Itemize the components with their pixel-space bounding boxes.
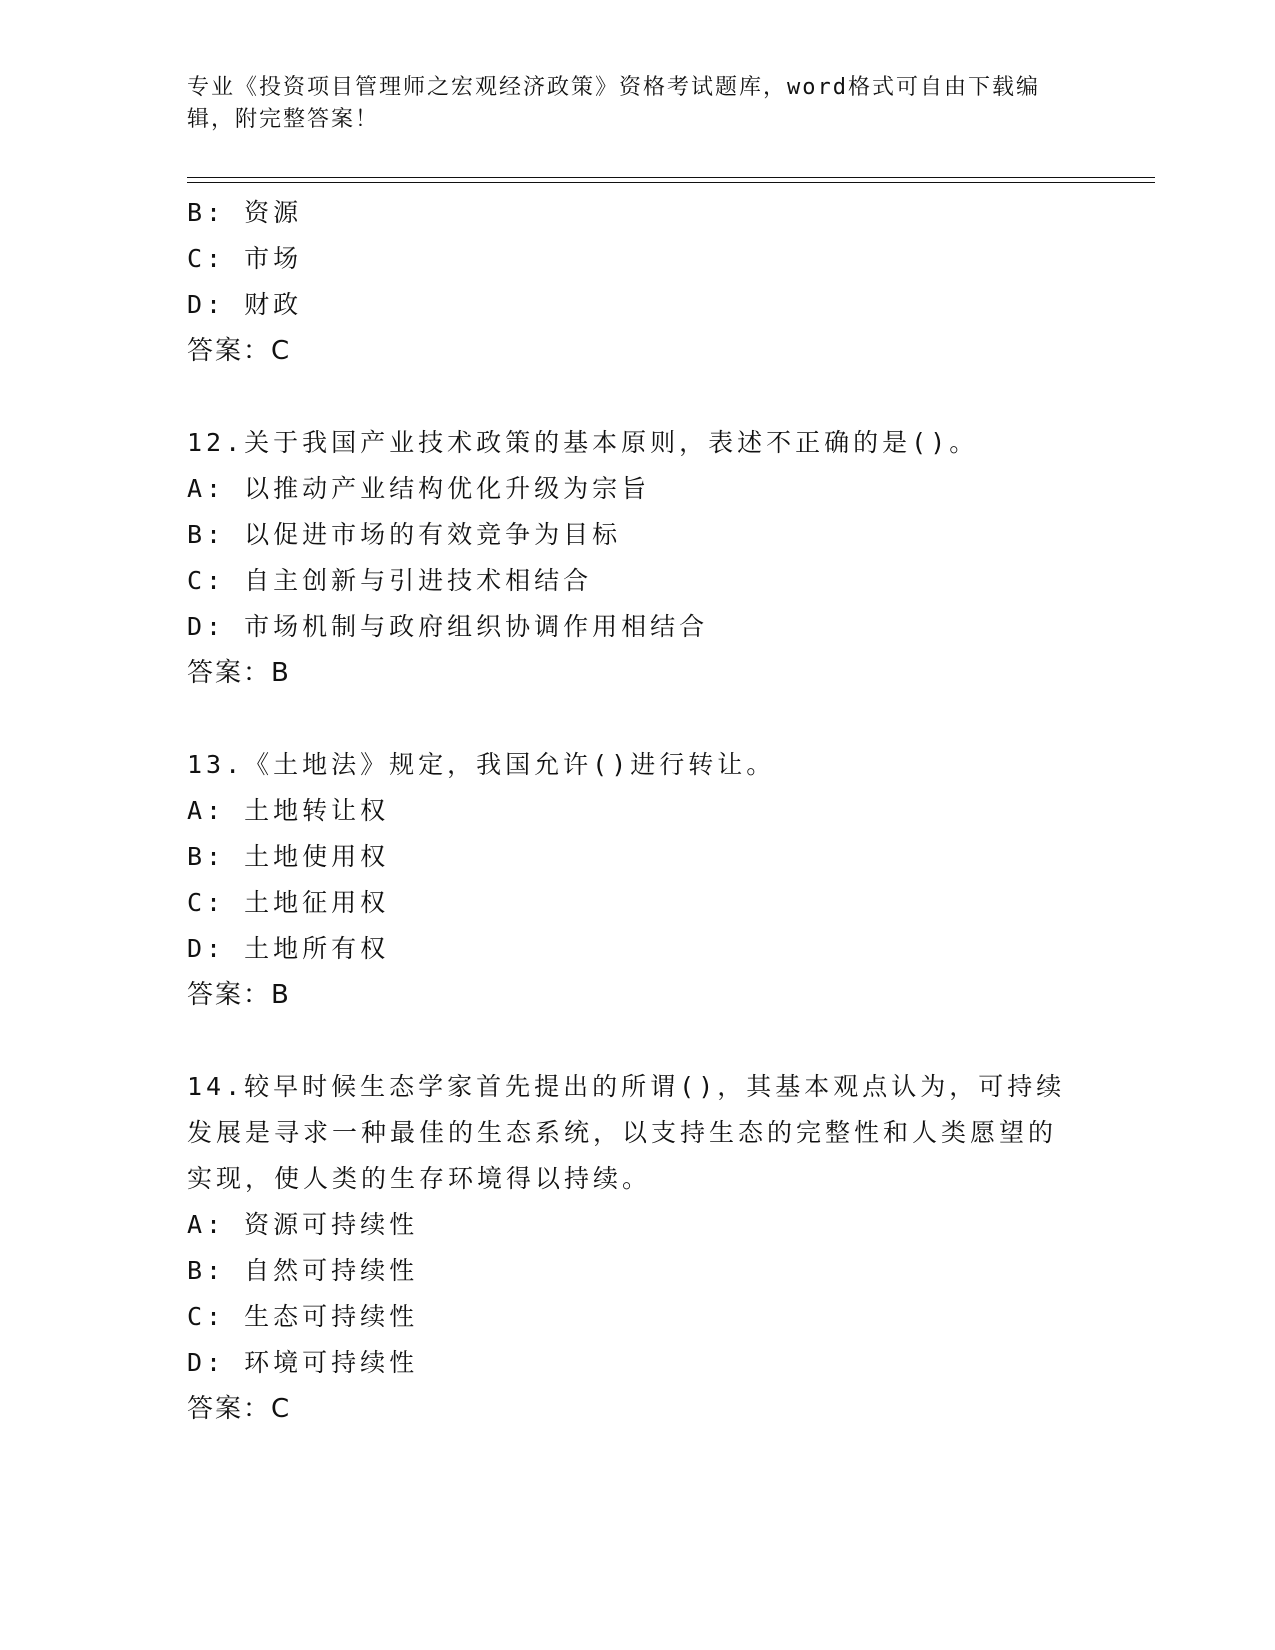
header-divider-bottom	[187, 182, 1155, 183]
option-d: D: 市场机制与政府组织协调作用相结合	[187, 612, 709, 641]
answer-text: 答案：B	[187, 980, 291, 1010]
spacer	[187, 374, 1087, 420]
spacer	[187, 1018, 1087, 1064]
option-c: C: 自主创新与引进技术相结合	[187, 566, 593, 595]
option-d: D: 环境可持续性	[187, 1348, 419, 1377]
option-c: C: 生态可持续性	[187, 1302, 419, 1331]
answer-text: 答案：C	[187, 336, 292, 366]
option-d: D: 财政	[187, 290, 303, 319]
option-b: B: 土地使用权	[187, 842, 390, 871]
option-a: A: 资源可持续性	[187, 1210, 419, 1239]
question-block-12	[187, 420, 1087, 696]
option-c: C: 土地征用权	[187, 888, 390, 917]
header-divider-top	[187, 177, 1155, 178]
option-b: B: 自然可持续性	[187, 1256, 419, 1285]
question-block-13	[187, 742, 1087, 1018]
answer-text: 答案：C	[187, 1394, 292, 1424]
option-d: D: 土地所有权	[187, 934, 390, 963]
option-a: A: 土地转让权	[187, 796, 390, 825]
question-text: 13.《土地法》规定，我国允许()进行转让。	[187, 750, 776, 779]
question-block-11	[187, 190, 1087, 374]
answer-text: 答案：B	[187, 658, 291, 688]
option-b: B: 资源	[187, 198, 303, 227]
question-block-14	[187, 1064, 1087, 1432]
question-text: 14.较早时候生态学家首先提出的所谓()，其基本观点认为，可持续发展是寻求一种最佳的生态系统，以支持生态的完整性和人类愿望的实现，使人类的生存环境得以持续。	[187, 1072, 1066, 1193]
option-c: C: 市场	[187, 244, 303, 273]
question-list	[187, 190, 1087, 1432]
option-b: B: 以促进市场的有效竞争为目标	[187, 520, 622, 549]
spacer	[187, 696, 1087, 742]
page-header: 专业《投资项目管理师之宏观经济政策》资格考试题库，word格式可自由下载编辑，附完整答案！	[187, 75, 1040, 132]
question-text: 12.关于我国产业技术政策的基本原则，表述不正确的是()。	[187, 428, 979, 457]
option-a: A: 以推动产业结构优化升级为宗旨	[187, 474, 651, 503]
